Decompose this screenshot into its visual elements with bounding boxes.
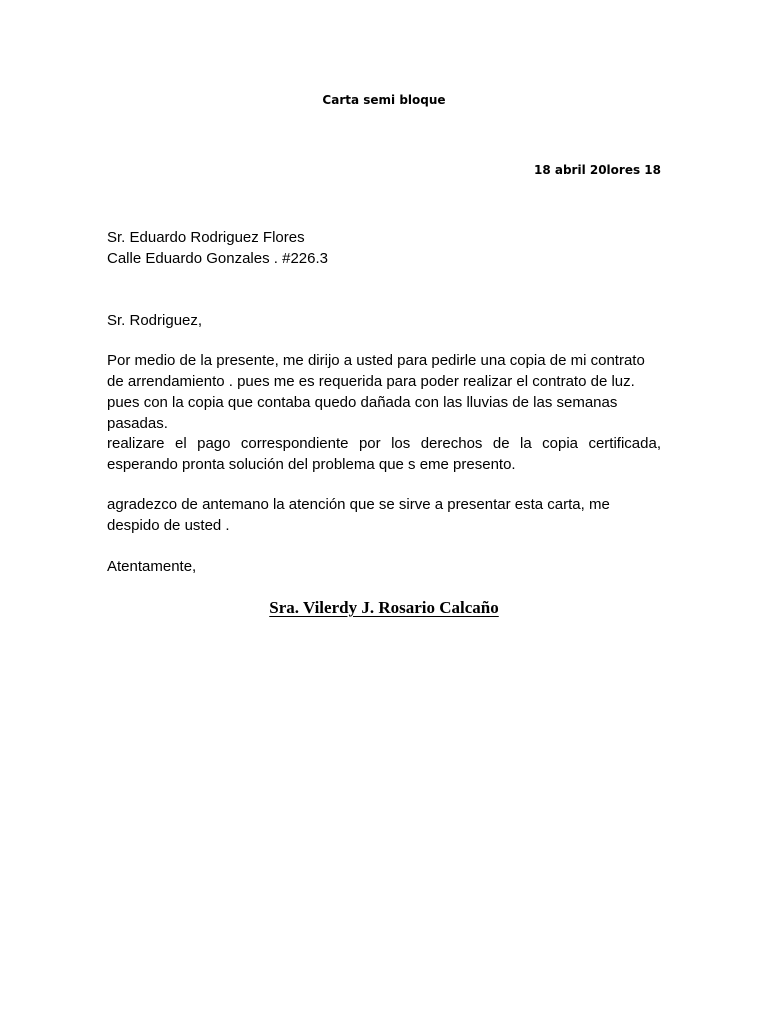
signature-name: Sra. Vilerdy J. Rosario Calcaño xyxy=(269,598,499,617)
recipient-address: Calle Eduardo Gonzales . #226.3 xyxy=(107,250,328,267)
recipient-name: Sr. Eduardo Rodriguez Flores xyxy=(107,229,305,246)
closing: Atentamente, xyxy=(107,558,197,575)
body-paragraph-3: agradezco de antemano la atención que se sirve a presentar esta carta, me despido de usted . xyxy=(107,496,610,534)
salutation: Sr. Rodriguez, xyxy=(107,312,203,329)
letter-date: 18 abril 20lores 18 xyxy=(533,163,661,177)
signature-line xyxy=(0,596,768,620)
letter-title: Carta semi bloque xyxy=(322,93,446,107)
body-paragraph-1: Por medio de la presente, me dirijo a usted para pedirle una copia de mi contrato de arrendamiento . pues me es requerida para poder realizar el contrato de luz. pues con la copia que contaba quedo dañada con las lluvias de las semanas pasadas. xyxy=(107,352,645,432)
body-paragraph-2: realizare el pago correspondiente por los derechos de la copia certificada, esperando pronta solución del problema que s eme presento. xyxy=(107,435,661,473)
recipient-block xyxy=(107,227,328,269)
